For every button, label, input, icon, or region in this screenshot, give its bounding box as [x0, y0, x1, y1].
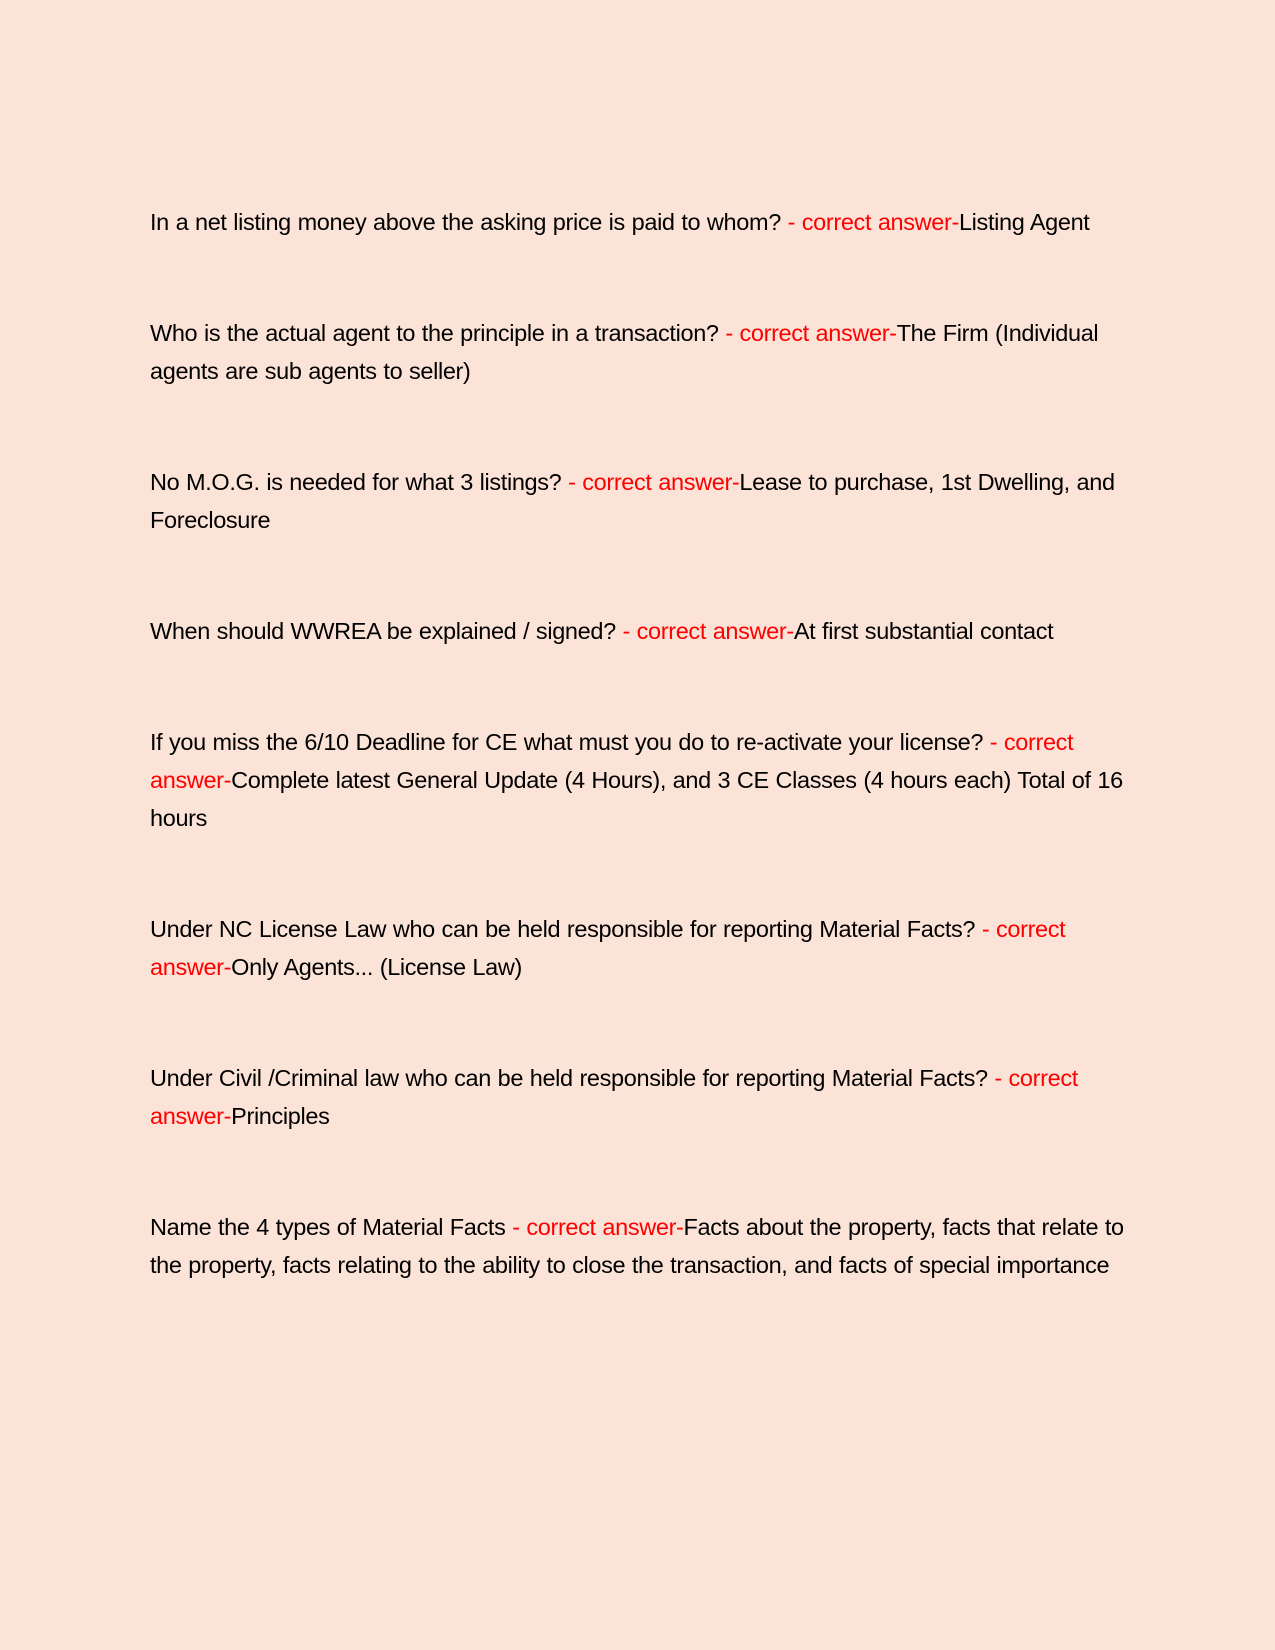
correct-answer-separator: - correct answer- — [787, 209, 959, 235]
question-text: Name the 4 types of Material Facts — [150, 1214, 513, 1240]
qa-item-3 — [150, 463, 1130, 539]
qa-item-6 — [150, 910, 1130, 986]
answer-text: At first substantial contact — [793, 618, 1054, 644]
qa-item-5 — [150, 723, 1130, 837]
correct-answer-separator: - correct answer- — [512, 1214, 684, 1240]
answer-text: Lease to purchase, 1st Dwelling, and Foreclosure — [150, 469, 1115, 533]
correct-answer-separator: - correct answer- — [622, 618, 794, 644]
qa-item-2 — [150, 314, 1130, 390]
answer-text: Facts about the property, facts that relate to the property, facts relating to the ability to close the transaction, and facts of special importance — [150, 1214, 1124, 1278]
answer-text: Listing Agent — [958, 209, 1090, 235]
qa-item-8 — [150, 1208, 1130, 1284]
qa-item-4 — [150, 612, 1130, 650]
correct-answer-separator: - correct answer- — [725, 320, 897, 346]
question-text: Under NC License Law who can be held responsible for reporting Material Facts? — [150, 916, 982, 942]
correct-answer-separator: - correct answer- — [150, 916, 1066, 980]
document-page — [150, 203, 1130, 1357]
answer-text: The Firm (Individual agents are sub agents to seller) — [150, 320, 1099, 384]
question-text: Under Civil /Criminal law who can be held responsible for reporting Material Facts? — [150, 1065, 995, 1091]
question-text: In a net listing money above the asking price is paid to whom? — [150, 209, 788, 235]
question-text: If you miss the 6/10 Deadline for CE what must you do to re-activate your license? — [150, 729, 990, 755]
question-text: No M.O.G. is needed for what 3 listings? — [150, 469, 569, 495]
correct-answer-separator: - correct answer- — [150, 729, 1074, 793]
correct-answer-separator: - correct answer- — [568, 469, 740, 495]
correct-answer-separator: - correct answer- — [150, 1065, 1078, 1129]
question-text: Who is the actual agent to the principle in a transaction? — [150, 320, 726, 346]
qa-item-7 — [150, 1059, 1130, 1135]
answer-text: Complete latest General Update (4 Hours), and 3 CE Classes (4 hours each) Total of 16 hours — [150, 767, 1123, 831]
answer-text: Only Agents... (License Law) — [231, 954, 522, 980]
question-text: When should WWREA be explained / signed? — [150, 618, 623, 644]
qa-item-1 — [150, 203, 1130, 241]
answer-text: Principles — [231, 1103, 330, 1129]
